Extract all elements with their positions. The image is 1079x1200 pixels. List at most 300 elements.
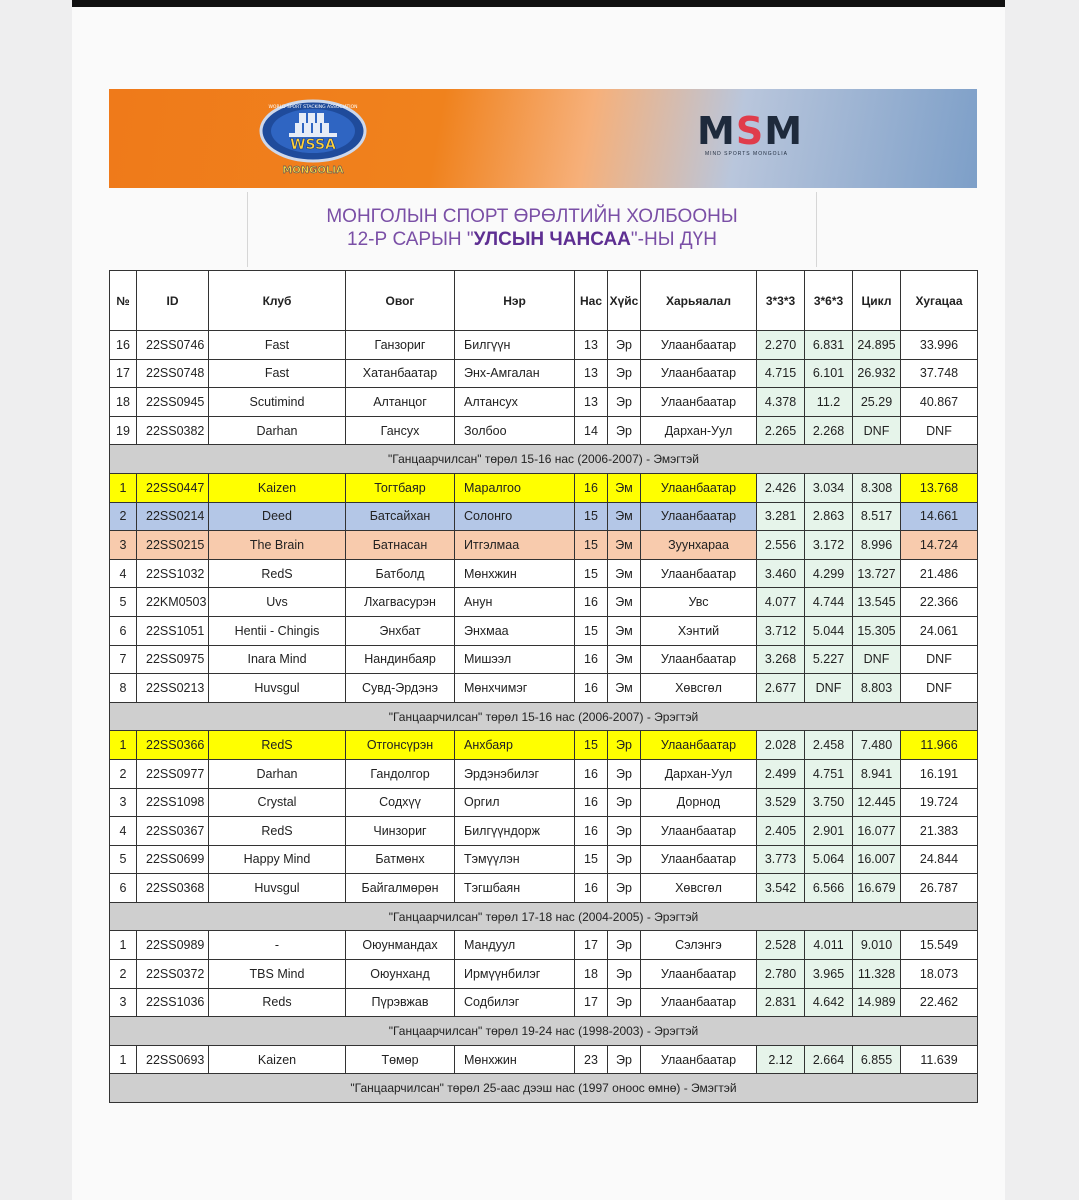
table-cell: 16.191: [901, 759, 978, 788]
table-cell: RedS: [209, 559, 346, 588]
table-cell: 22SS0214: [137, 502, 209, 531]
results-table: [109, 270, 978, 1103]
table-cell: Reds: [209, 988, 346, 1017]
wssa-logo-arc-text: WORLD SPORT STACKING ASSOCIATION: [268, 105, 358, 110]
table-cell: Эр: [608, 960, 641, 989]
table-cell: Эр: [608, 1045, 641, 1074]
table-cell: 13.727: [853, 559, 901, 588]
table-cell: Эр: [608, 931, 641, 960]
table-cell: 2.831: [757, 988, 805, 1017]
table-cell: Happy Mind: [209, 845, 346, 874]
table-cell: 22SS0748: [137, 359, 209, 388]
table-cell: 15: [575, 845, 608, 874]
table-cell: 2.528: [757, 931, 805, 960]
table-cell: Hentii - Chingis: [209, 616, 346, 645]
table-cell: RedS: [209, 731, 346, 760]
table-cell: Эр: [608, 759, 641, 788]
table-row: [110, 874, 978, 903]
table-cell: 3.172: [805, 531, 853, 560]
table-cell: 15.549: [901, 931, 978, 960]
table-row: [110, 845, 978, 874]
table-cell: Улаанбаатар: [641, 331, 757, 360]
table-cell: 37.748: [901, 359, 978, 388]
table-cell: Батсайхан: [346, 502, 455, 531]
column-header: Хүйс: [608, 271, 641, 331]
table-cell: 3.773: [757, 845, 805, 874]
table-cell: Сэлэнгэ: [641, 931, 757, 960]
wssa-logo-subtext: MONGOLIA: [282, 165, 344, 176]
table-cell: Содбилэг: [455, 988, 575, 1017]
table-cell: Эр: [608, 359, 641, 388]
header-banner: [109, 89, 977, 188]
table-cell: 6.566: [805, 874, 853, 903]
table-cell: Эм: [608, 588, 641, 617]
table-row: [110, 359, 978, 388]
table-cell: 11.966: [901, 731, 978, 760]
table-row: [110, 331, 978, 360]
table-cell: 3.542: [757, 874, 805, 903]
table-cell: Улаанбаатар: [641, 960, 757, 989]
table-cell: 14: [575, 416, 608, 445]
table-cell: Содхүү: [346, 788, 455, 817]
document-title: [247, 192, 817, 267]
table-cell: 4.299: [805, 559, 853, 588]
table-cell: 6.855: [853, 1045, 901, 1074]
table-cell: Uvs: [209, 588, 346, 617]
table-cell: DNF: [853, 645, 901, 674]
table-cell: 1: [110, 473, 137, 502]
table-cell: 1: [110, 731, 137, 760]
table-cell: 24.895: [853, 331, 901, 360]
table-cell: 2.268: [805, 416, 853, 445]
table-cell: 2.028: [757, 731, 805, 760]
table-cell: 3: [110, 988, 137, 1017]
table-cell: Deed: [209, 502, 346, 531]
table-cell: 13: [575, 359, 608, 388]
table-cell: 8.517: [853, 502, 901, 531]
table-cell: 5.044: [805, 616, 853, 645]
table-cell: Дархан-Уул: [641, 759, 757, 788]
table-cell: 3.460: [757, 559, 805, 588]
table-cell: 22SS0989: [137, 931, 209, 960]
table-cell: Оюунмандах: [346, 931, 455, 960]
table-cell: Эр: [608, 817, 641, 846]
table-cell: Чинзориг: [346, 817, 455, 846]
table-cell: 6: [110, 874, 137, 903]
table-cell: 5.064: [805, 845, 853, 874]
table-cell: 13: [575, 331, 608, 360]
table-cell: Солонго: [455, 502, 575, 531]
table-cell: The Brain: [209, 531, 346, 560]
table-cell: Энх-Амгалан: [455, 359, 575, 388]
table-cell: DNF: [901, 416, 978, 445]
table-cell: 22SS0977: [137, 759, 209, 788]
table-cell: Анхбаяр: [455, 731, 575, 760]
column-header: Харьяалал: [641, 271, 757, 331]
table-cell: 24.061: [901, 616, 978, 645]
table-cell: DNF: [805, 674, 853, 703]
table-cell: 22SS0372: [137, 960, 209, 989]
table-cell: Scutimind: [209, 388, 346, 417]
section-label: "Ганцаарчилсан" төрөл 25-аас дээш нас (1997 оноос өмнө) - Эмэгтэй: [110, 1074, 978, 1103]
table-cell: 2.863: [805, 502, 853, 531]
table-cell: 8.803: [853, 674, 901, 703]
table-cell: 16.007: [853, 845, 901, 874]
section-label: "Ганцаарчилсан" төрөл 19-24 нас (1998-2003) - Эрэгтэй: [110, 1017, 978, 1046]
table-cell: 19: [110, 416, 137, 445]
table-cell: Улаанбаатар: [641, 473, 757, 502]
table-cell: Эр: [608, 331, 641, 360]
table-cell: 22SS0367: [137, 817, 209, 846]
table-cell: 22SS1036: [137, 988, 209, 1017]
msm-logo-subtext: MIND SPORTS MONGOLIA: [705, 151, 788, 157]
table-cell: 17: [575, 988, 608, 1017]
table-cell: 2: [110, 960, 137, 989]
table-cell: Билгүүн: [455, 331, 575, 360]
table-cell: 13.768: [901, 473, 978, 502]
table-cell: 22SS1098: [137, 788, 209, 817]
table-cell: 4.011: [805, 931, 853, 960]
table-cell: Эр: [608, 731, 641, 760]
table-cell: Тогтбаяр: [346, 473, 455, 502]
table-cell: Улаанбаатар: [641, 1045, 757, 1074]
table-cell: Эр: [608, 845, 641, 874]
table-cell: Дорнод: [641, 788, 757, 817]
table-cell: Huvsgul: [209, 674, 346, 703]
table-cell: 3.529: [757, 788, 805, 817]
table-cell: Батболд: [346, 559, 455, 588]
table-row: [110, 559, 978, 588]
table-cell: 4.378: [757, 388, 805, 417]
table-cell: 22SS0693: [137, 1045, 209, 1074]
table-cell: Хэнтий: [641, 616, 757, 645]
table-cell: 2: [110, 759, 137, 788]
table-cell: 15: [575, 531, 608, 560]
table-cell: Эм: [608, 616, 641, 645]
table-cell: Kaizen: [209, 1045, 346, 1074]
table-row: [110, 988, 978, 1017]
table-cell: 16.077: [853, 817, 901, 846]
table-row: [110, 731, 978, 760]
wssa-logo: [259, 97, 367, 179]
table-cell: Итгэлмаа: [455, 531, 575, 560]
table-cell: Fast: [209, 331, 346, 360]
table-row: [110, 759, 978, 788]
table-header-row: [110, 271, 978, 331]
msm-logo: MSM MIND SPORTS MONGOLIA: [697, 109, 813, 169]
table-cell: 22SS1051: [137, 616, 209, 645]
table-cell: Дархан-Уул: [641, 416, 757, 445]
table-cell: 4: [110, 559, 137, 588]
table-cell: Алтансух: [455, 388, 575, 417]
table-cell: 2.265: [757, 416, 805, 445]
table-cell: 17: [110, 359, 137, 388]
table-cell: Оргил: [455, 788, 575, 817]
table-cell: 2.458: [805, 731, 853, 760]
table-cell: 22SS0975: [137, 645, 209, 674]
section-header-row: [110, 445, 978, 474]
table-cell: 18: [575, 960, 608, 989]
table-cell: Fast: [209, 359, 346, 388]
table-cell: 2.901: [805, 817, 853, 846]
table-cell: 2.12: [757, 1045, 805, 1074]
table-cell: 22SS0945: [137, 388, 209, 417]
table-cell: 3.965: [805, 960, 853, 989]
table-cell: 22SS0213: [137, 674, 209, 703]
table-cell: Байгалмөрөн: [346, 874, 455, 903]
table-cell: 22SS0382: [137, 416, 209, 445]
table-cell: Улаанбаатар: [641, 731, 757, 760]
table-cell: 33.996: [901, 331, 978, 360]
table-cell: 6.101: [805, 359, 853, 388]
column-header: Нас: [575, 271, 608, 331]
table-cell: 14.724: [901, 531, 978, 560]
table-cell: Эр: [608, 416, 641, 445]
table-cell: 4.642: [805, 988, 853, 1017]
table-cell: Эм: [608, 674, 641, 703]
table-cell: Эрдэнэбилэг: [455, 759, 575, 788]
table-cell: 17: [575, 931, 608, 960]
table-cell: Хатанбаатар: [346, 359, 455, 388]
table-cell: Энхбат: [346, 616, 455, 645]
table-row: [110, 674, 978, 703]
table-cell: 40.867: [901, 388, 978, 417]
table-cell: Эм: [608, 531, 641, 560]
table-cell: Улаанбаатар: [641, 559, 757, 588]
table-cell: 16: [575, 588, 608, 617]
table-cell: Эр: [608, 788, 641, 817]
table-cell: Алтанцог: [346, 388, 455, 417]
top-black-bar: [72, 0, 1005, 7]
table-cell: Нандинбаяр: [346, 645, 455, 674]
section-label: "Ганцаарчилсан" төрөл 15-16 нас (2006-2007) - Эрэгтэй: [110, 702, 978, 731]
table-cell: 23: [575, 1045, 608, 1074]
table-cell: RedS: [209, 817, 346, 846]
table-cell: Энхмаа: [455, 616, 575, 645]
section-header-row: [110, 1017, 978, 1046]
table-cell: Анун: [455, 588, 575, 617]
table-cell: 22SS0699: [137, 845, 209, 874]
table-cell: Ирмүүнбилэг: [455, 960, 575, 989]
table-cell: DNF: [901, 674, 978, 703]
table-cell: 11.639: [901, 1045, 978, 1074]
table-cell: Хөвсгөл: [641, 874, 757, 903]
table-cell: Отгонсүрэн: [346, 731, 455, 760]
table-row: [110, 473, 978, 502]
table-row: [110, 588, 978, 617]
table-cell: Эр: [608, 874, 641, 903]
table-cell: Crystal: [209, 788, 346, 817]
table-cell: Увс: [641, 588, 757, 617]
table-cell: 16: [575, 759, 608, 788]
table-cell: 25.29: [853, 388, 901, 417]
table-cell: 3.281: [757, 502, 805, 531]
table-cell: 15.305: [853, 616, 901, 645]
table-cell: Huvsgul: [209, 874, 346, 903]
table-cell: 18: [110, 388, 137, 417]
table-cell: 15: [575, 616, 608, 645]
table-cell: 14.989: [853, 988, 901, 1017]
title-line-2: 12-Р САРЫН "УЛСЫН ЧАНСАА"-НЫ ДҮН: [347, 229, 717, 250]
table-cell: Улаанбаатар: [641, 359, 757, 388]
table-cell: 3.268: [757, 645, 805, 674]
table-cell: 2.677: [757, 674, 805, 703]
table-cell: Оюунханд: [346, 960, 455, 989]
column-header: Цикл: [853, 271, 901, 331]
table-cell: Золбоо: [455, 416, 575, 445]
table-cell: 16.679: [853, 874, 901, 903]
table-cell: 1: [110, 931, 137, 960]
table-cell: 5: [110, 845, 137, 874]
table-cell: 15: [575, 559, 608, 588]
wssa-logo-text: WSSA: [290, 137, 336, 153]
table-cell: 22.462: [901, 988, 978, 1017]
table-cell: 16: [575, 817, 608, 846]
table-cell: 22SS0366: [137, 731, 209, 760]
table-cell: 16: [575, 788, 608, 817]
section-label: "Ганцаарчилсан" төрөл 15-16 нас (2006-2007) - Эмэгтэй: [110, 445, 978, 474]
table-cell: Батмөнх: [346, 845, 455, 874]
table-cell: 15: [575, 731, 608, 760]
table-cell: 2.780: [757, 960, 805, 989]
table-cell: 8: [110, 674, 137, 703]
table-cell: Мишээл: [455, 645, 575, 674]
table-cell: 3.750: [805, 788, 853, 817]
table-cell: Улаанбаатар: [641, 645, 757, 674]
table-cell: 16: [575, 674, 608, 703]
table-cell: 8.941: [853, 759, 901, 788]
table-cell: Улаанбаатар: [641, 988, 757, 1017]
table-cell: 8.308: [853, 473, 901, 502]
section-header-row: [110, 702, 978, 731]
table-cell: 3.034: [805, 473, 853, 502]
table-cell: 22SS0215: [137, 531, 209, 560]
table-cell: Kaizen: [209, 473, 346, 502]
table-cell: Эм: [608, 502, 641, 531]
column-header: №: [110, 271, 137, 331]
table-cell: 5: [110, 588, 137, 617]
title-line-1: МОНГОЛЫН СПОРТ ӨРӨЛТИЙН ХОЛБООНЫ: [326, 206, 738, 227]
table-cell: 6.831: [805, 331, 853, 360]
column-header: Нэр: [455, 271, 575, 331]
table-cell: Улаанбаатар: [641, 845, 757, 874]
table-row: [110, 616, 978, 645]
table-cell: 11.328: [853, 960, 901, 989]
table-cell: 11.2: [805, 388, 853, 417]
table-cell: Тэгшбаян: [455, 874, 575, 903]
table-cell: 7.480: [853, 731, 901, 760]
table-cell: Лхагвасурэн: [346, 588, 455, 617]
table-cell: 22SS0746: [137, 331, 209, 360]
table-cell: 2.405: [757, 817, 805, 846]
column-header: ID: [137, 271, 209, 331]
table-cell: DNF: [901, 645, 978, 674]
table-cell: Darhan: [209, 416, 346, 445]
table-cell: 13: [575, 388, 608, 417]
table-cell: 2.556: [757, 531, 805, 560]
table-cell: 26.932: [853, 359, 901, 388]
table-cell: 22SS0447: [137, 473, 209, 502]
table-row: [110, 788, 978, 817]
table-cell: Хөвсгөл: [641, 674, 757, 703]
table-cell: 3.712: [757, 616, 805, 645]
table-row: [110, 931, 978, 960]
column-header: Хугацаа: [901, 271, 978, 331]
table-cell: 16: [575, 645, 608, 674]
table-row: [110, 1045, 978, 1074]
table-cell: 16: [575, 874, 608, 903]
table-row: [110, 531, 978, 560]
table-cell: Эм: [608, 473, 641, 502]
table-cell: Эм: [608, 559, 641, 588]
table-cell: 22SS1032: [137, 559, 209, 588]
table-cell: 22KM0503: [137, 588, 209, 617]
table-row: [110, 416, 978, 445]
section-header-row: [110, 1074, 978, 1103]
table-cell: 4.751: [805, 759, 853, 788]
table-cell: Эр: [608, 388, 641, 417]
table-cell: 22.366: [901, 588, 978, 617]
table-cell: Эм: [608, 645, 641, 674]
table-cell: Пүрэвжав: [346, 988, 455, 1017]
table-cell: Inara Mind: [209, 645, 346, 674]
table-cell: 2.664: [805, 1045, 853, 1074]
table-cell: 13.545: [853, 588, 901, 617]
table-cell: Эр: [608, 988, 641, 1017]
section-header-row: [110, 902, 978, 931]
table-cell: Билгүүндорж: [455, 817, 575, 846]
table-cell: Маралгоо: [455, 473, 575, 502]
table-cell: -: [209, 931, 346, 960]
table-cell: Мөнхжин: [455, 559, 575, 588]
table-cell: TBS Mind: [209, 960, 346, 989]
table-cell: 5.227: [805, 645, 853, 674]
table-cell: 15: [575, 502, 608, 531]
table-cell: 4.744: [805, 588, 853, 617]
table-cell: 9.010: [853, 931, 901, 960]
table-row: [110, 817, 978, 846]
table-cell: Гансух: [346, 416, 455, 445]
column-header: 3*3*3: [757, 271, 805, 331]
table-cell: Мөнхчимэг: [455, 674, 575, 703]
table-cell: 2.426: [757, 473, 805, 502]
table-cell: Зуунхараа: [641, 531, 757, 560]
table-cell: Улаанбаатар: [641, 502, 757, 531]
table-row: [110, 645, 978, 674]
table-cell: Мөнхжин: [455, 1045, 575, 1074]
table-cell: Төмөр: [346, 1045, 455, 1074]
table-cell: 2.499: [757, 759, 805, 788]
table-cell: 16: [575, 473, 608, 502]
table-cell: 21.486: [901, 559, 978, 588]
table-cell: 1: [110, 1045, 137, 1074]
table-cell: 4.715: [757, 359, 805, 388]
section-label: "Ганцаарчилсан" төрөл 17-18 нас (2004-2005) - Эрэгтэй: [110, 902, 978, 931]
table-cell: Ганзориг: [346, 331, 455, 360]
table-cell: Батнасан: [346, 531, 455, 560]
table-cell: 7: [110, 645, 137, 674]
table-cell: 14.661: [901, 502, 978, 531]
column-header: Клуб: [209, 271, 346, 331]
table-cell: Улаанбаатар: [641, 388, 757, 417]
table-cell: Гандолгор: [346, 759, 455, 788]
table-cell: 12.445: [853, 788, 901, 817]
column-header: Овог: [346, 271, 455, 331]
table-cell: DNF: [853, 416, 901, 445]
table-cell: 8.996: [853, 531, 901, 560]
table-cell: 2.270: [757, 331, 805, 360]
table-row: [110, 502, 978, 531]
